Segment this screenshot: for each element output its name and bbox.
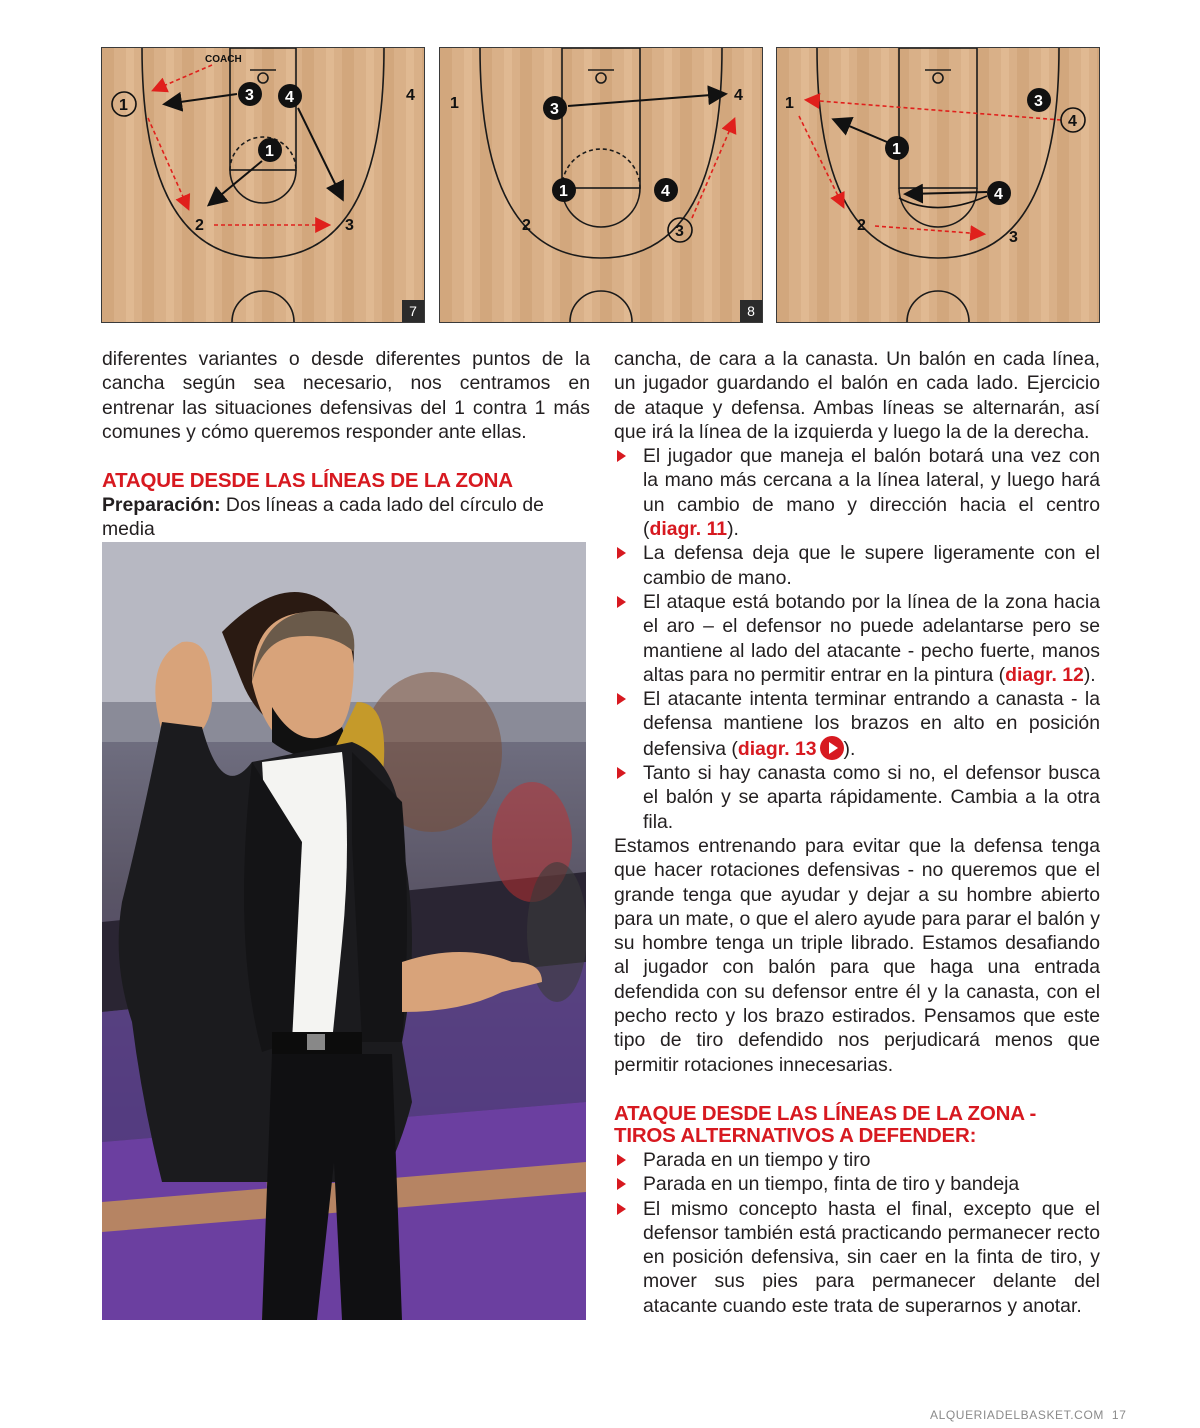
right-intro-paragraph: cancha, de cara a la canasta. Un balón en cada línea, un jugador guardando el balón en cada lado. Ejercicio de ataque y defensa. Ambas líneas se alternarán, así que irá la línea de la izquierda y luego la de la derecha. — [614, 348, 1100, 443]
svg-text:2: 2 — [522, 217, 531, 234]
svg-text:1: 1 — [785, 95, 794, 112]
shot-variants-list — [614, 1148, 1100, 1318]
preparation-line — [102, 493, 590, 542]
page-number: 17 — [1111, 1408, 1127, 1422]
svg-text:1: 1 — [265, 143, 274, 160]
list-item: El jugador que maneja el balón botará una vez con la mano más cercana a la línea lateral, y luego hará un cambio de mano y dirección hacia el centro (diagr. 11). — [614, 444, 1100, 541]
diagram-8 — [439, 47, 763, 323]
play-video-icon[interactable] — [820, 736, 844, 760]
diagram-9 — [776, 47, 1100, 323]
section-heading-2: ATAQUE DESDE LAS LÍNEAS DE LA ZONA - TIROS ALTERNATIVOS A DEFENDER: — [614, 1101, 1037, 1147]
svg-text:3: 3 — [550, 101, 559, 118]
list-item: Parada en un tiempo, finta de tiro y bandeja — [614, 1172, 1100, 1196]
list-item: El ataque está botando por la línea de la zona hacia el aro – el defensor no puede adelantarse pero se mantiene al lado del atacante - pecho fuerte, manos altas para no permitir entrar en la pintura (diagr. 12). — [614, 590, 1100, 687]
coach-label: COACH — [205, 54, 242, 65]
svg-text:1: 1 — [892, 141, 901, 158]
svg-text:4: 4 — [406, 87, 415, 104]
site-url[interactable]: ALQUERIADELBASKET.COM — [930, 1408, 1104, 1422]
court-diagram-7 — [102, 48, 424, 322]
list-item: Parada en un tiempo y tiro — [614, 1148, 1100, 1172]
svg-text:3: 3 — [1009, 229, 1018, 246]
list-item: La defensa deja que le supere ligeramente con el cambio de mano. — [614, 541, 1100, 590]
svg-text:3: 3 — [1034, 93, 1043, 110]
right-column — [614, 347, 1100, 1318]
coach-photo-illustration — [102, 542, 586, 1320]
drill-steps-list — [614, 444, 1100, 834]
section-heading: ATAQUE DESDE LAS LÍNEAS DE LA ZONA — [102, 469, 513, 493]
diagram-7 — [101, 47, 425, 323]
svg-text:2: 2 — [857, 217, 866, 234]
page-footer — [930, 1408, 1126, 1422]
svg-text:3: 3 — [345, 217, 354, 234]
coach-photo — [102, 542, 586, 1320]
court-diagram-9 — [777, 48, 1099, 322]
svg-text:4: 4 — [734, 87, 743, 104]
svg-text:1: 1 — [559, 183, 568, 200]
diagram-number: 7 — [402, 300, 424, 322]
preparation-label: Preparación: — [102, 494, 221, 517]
court-diagram-8 — [440, 48, 762, 322]
left-column — [102, 347, 590, 542]
list-item: Tanto si hay canasta como si no, el defensor busca el balón y se aparta rápidamente. Cambia a la otra fila. — [614, 761, 1100, 834]
preparation-text: Dos líneas a cada lado del círculo de media — [102, 494, 544, 541]
diagram-number: 8 — [740, 300, 762, 322]
svg-text:4: 4 — [1068, 113, 1077, 130]
explanation-paragraph: Estamos entrenando para evitar que la defensa tenga que hacer rotaciones defensivas - no queremos que el grande tenga que ayudar y dejar a su hombre abierto para un mate, o que el alero ayude para parar el balón y su hombre tenga un triple librado. Estamos desafiando al jugador con balón para que haga una entrada defendida con su defensor entre él y la canasta, con el pecho recto y los brazo estirados. Pensamos que este tipo de tiro defendido nos perjudicará menos que permitir rotaciones innecesarias. — [614, 834, 1100, 1076]
svg-text:3: 3 — [675, 223, 684, 240]
list-item: El mismo concepto hasta el final, excepto que el defensor también está practicando permanecer recto en posición defensiva, sin caer en la finta de tiro, y mover sus pies para permanecer delante del atacante cuando este trata de superarnos y anotar. — [614, 1197, 1100, 1318]
svg-text:4: 4 — [994, 186, 1003, 203]
svg-text:1: 1 — [119, 97, 128, 114]
list-item: El atacante intenta terminar entrando a canasta - la defensa mantiene los brazos en alto en posición defensiva (diagr. 13 ). — [614, 687, 1100, 761]
svg-text:4: 4 — [661, 183, 670, 200]
diagram-12-link[interactable]: diagr. 12 — [1005, 663, 1084, 686]
svg-text:4: 4 — [285, 89, 294, 106]
svg-text:3: 3 — [245, 87, 254, 104]
diagram-13-link[interactable]: diagr. 13 — [737, 737, 817, 760]
svg-text:1: 1 — [450, 95, 459, 112]
svg-text:2: 2 — [195, 217, 204, 234]
diagram-11-link[interactable]: diagr. 11 — [649, 518, 728, 541]
intro-paragraph: diferentes variantes o desde diferentes puntos de la cancha según sea necesario, nos centramos en entrenar las situaciones defensivas del 1 contra 1 más comunes y cómo queremos responder ante ellas. — [102, 348, 590, 443]
